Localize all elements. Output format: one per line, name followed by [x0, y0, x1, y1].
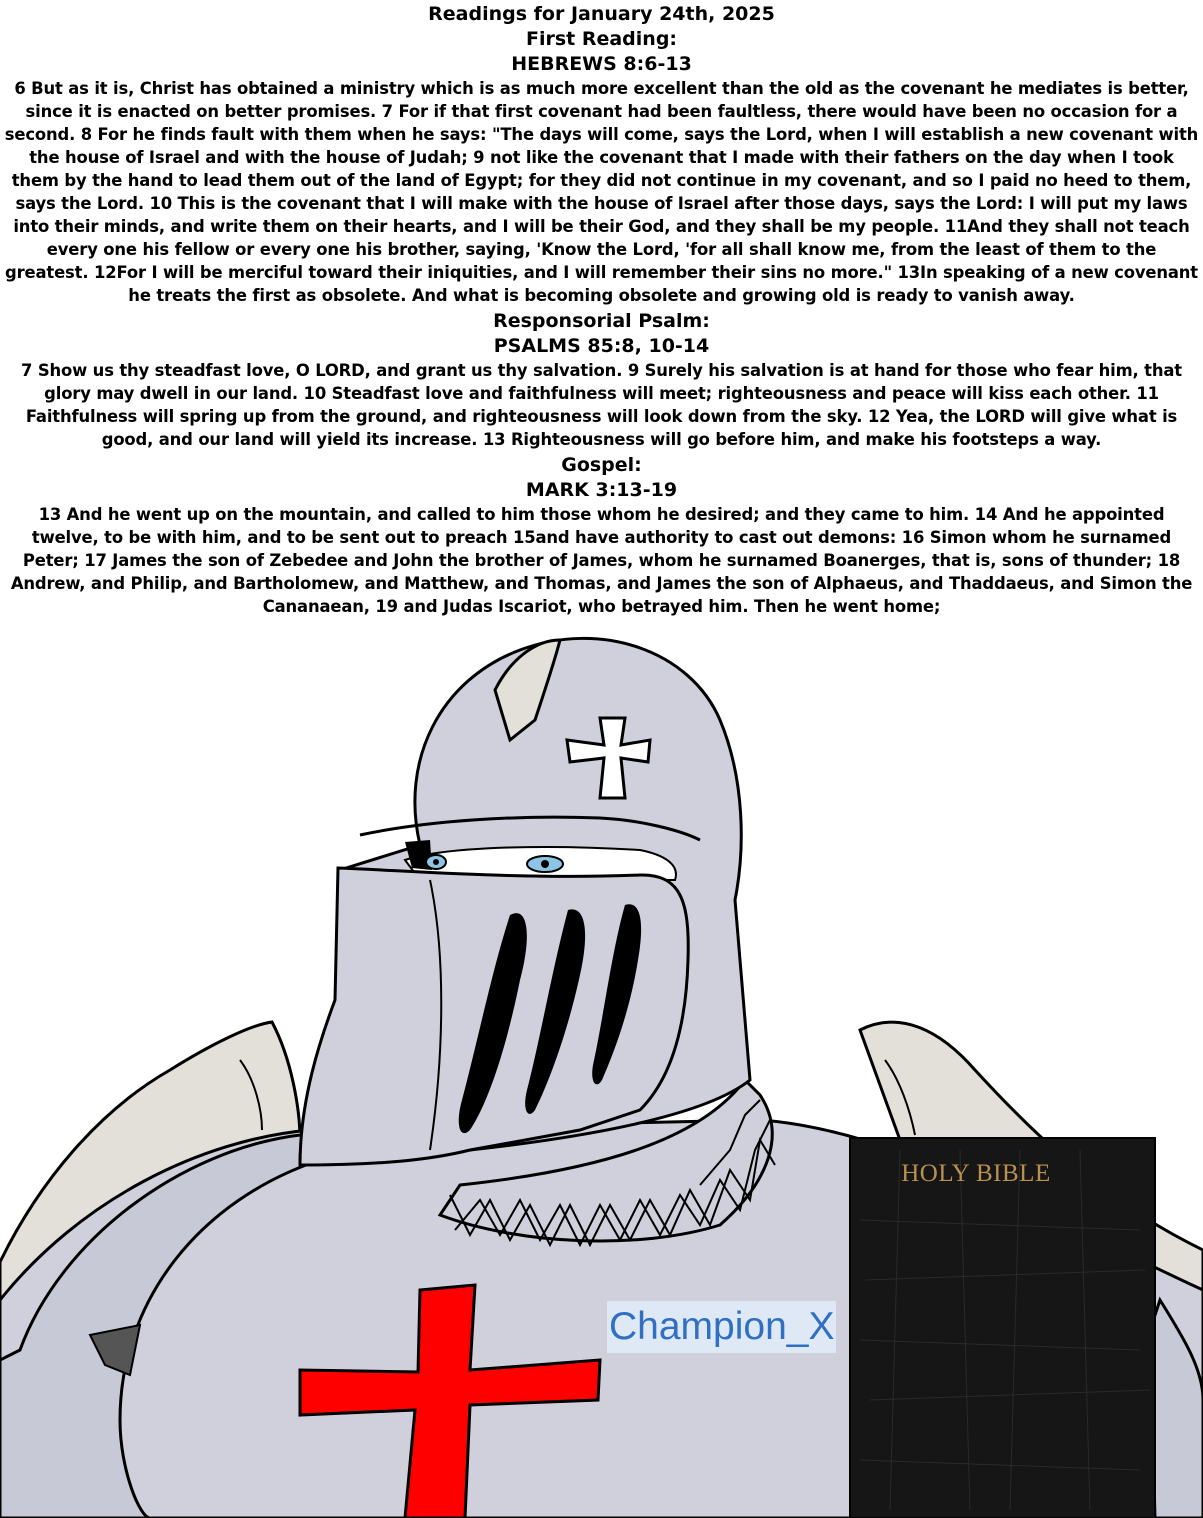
username-label: Champion_X: [607, 1301, 836, 1353]
first-reading-heading: First Reading:: [525, 28, 678, 50]
gospel-heading: Gospel:: [561, 454, 642, 476]
first-reading-reference: HEBREWS 8:6-13: [511, 53, 692, 75]
daily-readings: [0, 2, 1203, 620]
readings-title: Readings for January 24th, 2025: [428, 3, 775, 25]
psalm-heading: Responsorial Psalm:: [493, 310, 710, 332]
bible-title: HOLY BIBLE: [901, 1160, 1051, 1187]
right-pupil: [541, 860, 549, 868]
knight-illustration: [0, 632, 1203, 1518]
gospel-reference: MARK 3:13-19: [525, 479, 678, 501]
gospel-text: 13 And he went up on the mountain, and called to him those whom he desired; and they came to him. 14 And he appointed twelve, to be with him, and to be sent out to preach 15and have authority to cast out demons: 16 Simon whom he surnamed Peter; 17 James the son of Zebedee and John the brother of James, whom he surnamed Boanerges, that is, sons of thunder; 18 Andrew, and Philip, and Bartholomew, and Matthew, and Thomas, and James the son of Alphaeus, and Thaddaeus, and Simon the Cananaean, 19 and Judas Iscariot, who betrayed him. Then he went home;: [10, 505, 1193, 616]
first-reading-text: 6 But as it is, Christ has obtained a ministry which is as much more excellent than the old as the covenant he mediates is better, since it is enacted on better promises. 7 For if that first covenant had been faultless, there would have been no occasion for a second. 8 For he finds fault with them when he says: "The days will come, says the Lord, when I will establish a new covenant with the house of Israel and with the house of Judah; 9 not like the covenant that I made with their fathers on the day when I took them by the hand to lead them out of the land of Egypt; for they did not continue in my covenant, and so I paid no heed to them, says the Lord. 10 This is the covenant that I will make with the house of Israel after those days, says the Lord: I will put my laws into their minds, and write them on their hearts, and I will be their God, and they shall be my people. 11And they shall not teach every one his fellow or every one his brother, saying, 'Know the Lord, 'for all shall know me, from the least of them to the greatest. 12For I will be merciful toward their iniquities, and I will remember their sins no more." 13In speaking of a new covenant he treats the first as obsolete. And what is becoming obsolete and growing old is ready to vanish away.: [4, 79, 1199, 305]
psalm-reference: PSALMS 85:8, 10-14: [493, 335, 710, 357]
psalm-text: 7 Show us thy steadfast love, O LORD, and grant us thy salvation. 9 Surely his salvation is at hand for those who fear him, that glory may dwell in our land. 10 Steadfast love and faithfulness will meet; righteousness and peace will kiss each other. 11 Faithfulness will spring up from the ground, and righteousness will look down from the sky. 12 Yea, the LORD will give what is good, and our land will yield its increase. 13 Righteousness will go before him, and make his footsteps a way.: [21, 361, 1182, 449]
left-pupil: [433, 859, 439, 865]
